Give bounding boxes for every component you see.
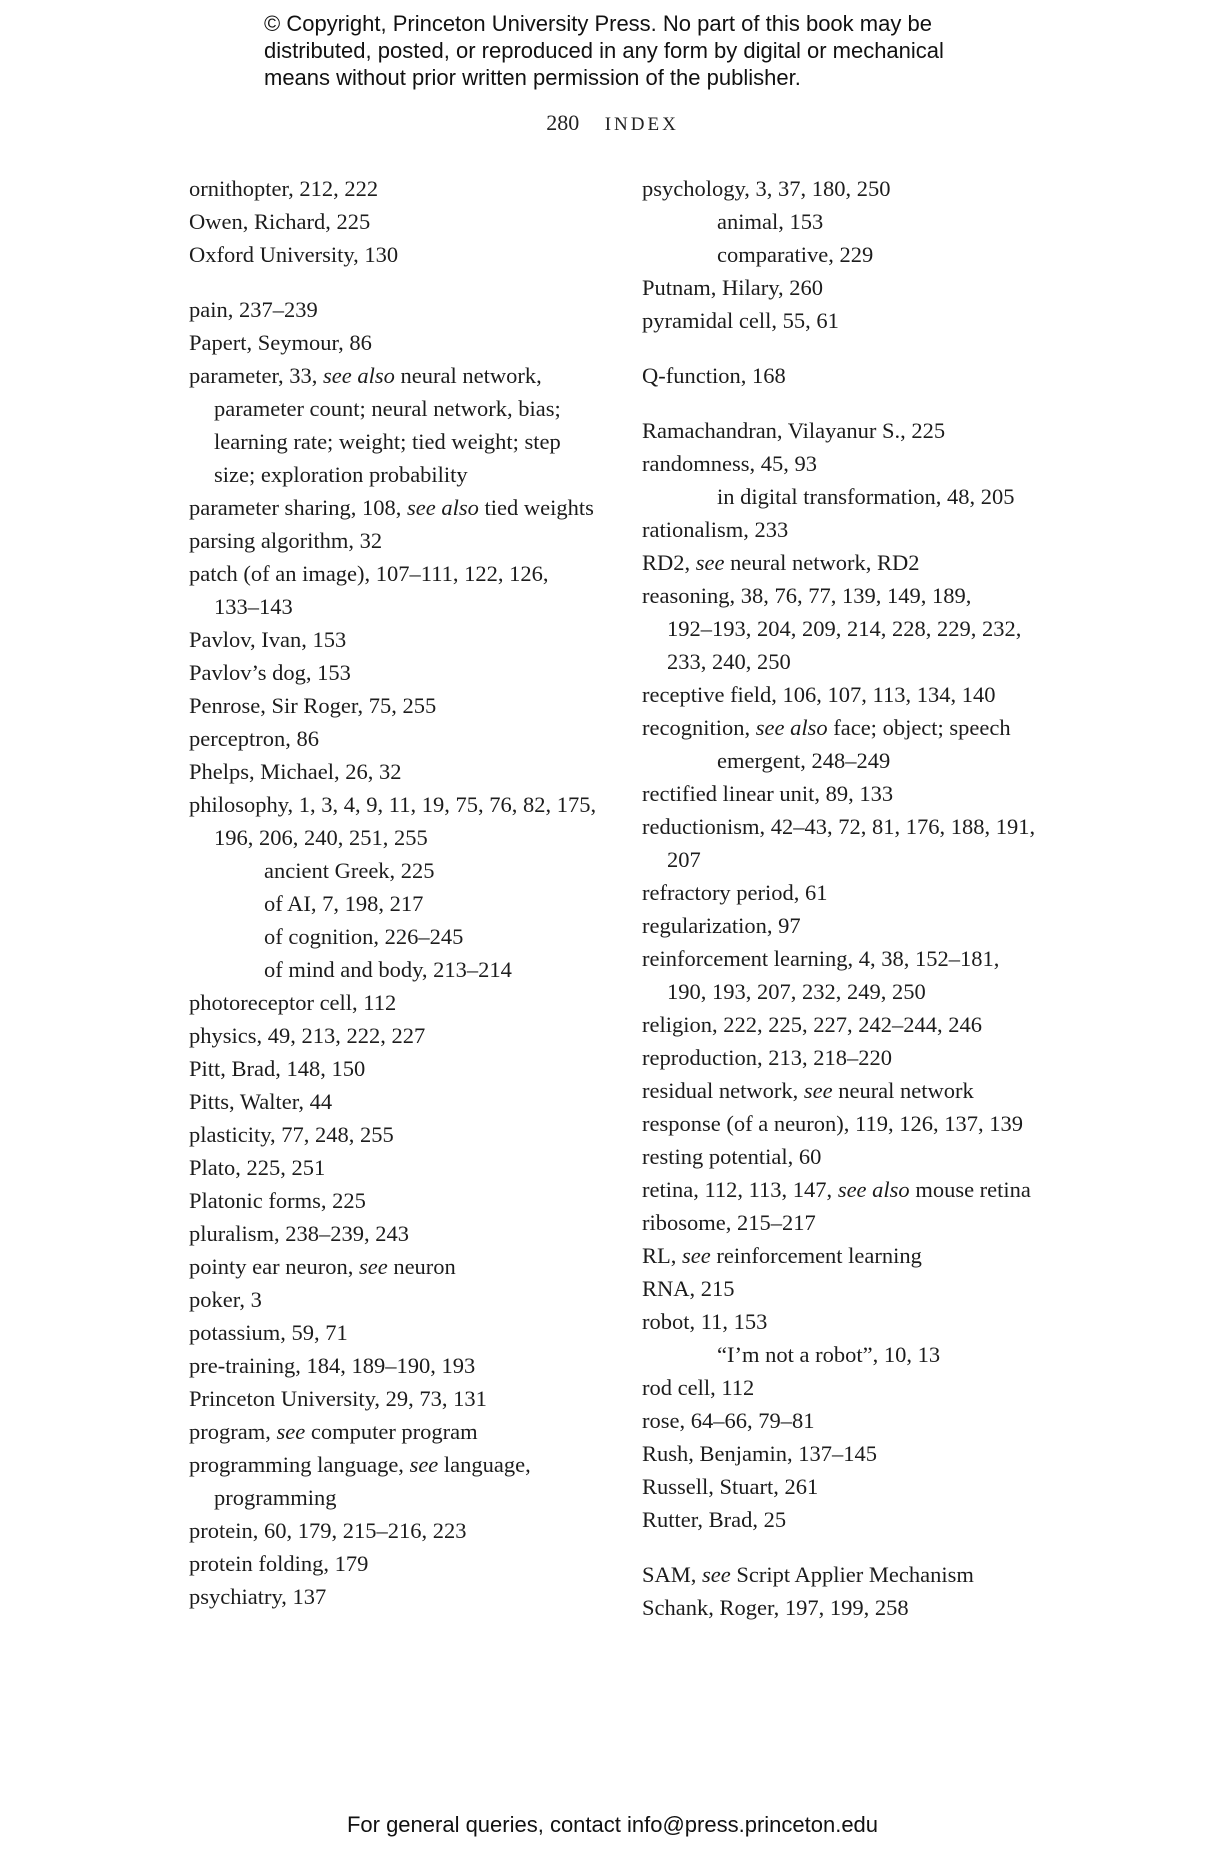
cross-reference-target: mouse retina (909, 1177, 1031, 1202)
index-entry (189, 491, 629, 524)
index-subentry: programming (214, 1485, 337, 1510)
entry-text: parameter sharing, 108, (189, 495, 408, 520)
cross-reference-marker: see (409, 1452, 439, 1477)
index-entry: patch (of an image), 107–111, 122, 126, (189, 561, 549, 586)
cross-reference-target: computer program (305, 1419, 478, 1444)
cross-reference-target: neural network (832, 1078, 974, 1103)
index-entry: plasticity, 77, 248, 255 (189, 1122, 394, 1147)
index-entry (642, 546, 1082, 579)
index-subentry: ancient Greek, 225 (264, 858, 435, 883)
index-subentry: of mind and body, 213–214 (264, 957, 512, 982)
cross-reference-marker: see (803, 1078, 833, 1103)
index-entry: refractory period, 61 (642, 880, 828, 905)
cross-reference-target: Script Applier Mechanism (730, 1562, 974, 1587)
entry-text: residual network, (642, 1078, 804, 1103)
index-entry: photoreceptor cell, 112 (189, 990, 397, 1015)
entry-text: SAM, (642, 1562, 703, 1587)
index-entry: psychiatry, 137 (189, 1584, 327, 1609)
index-entry: randomness, 45, 93 (642, 451, 817, 476)
index-entry: rationalism, 233 (642, 517, 789, 542)
index-entry: Penrose, Sir Roger, 75, 255 (189, 693, 437, 718)
copyright-line: means without prior written permission of the publisher. (264, 65, 801, 90)
index-entry: Q-function, 168 (642, 363, 786, 388)
cross-reference-marker: see also (837, 1177, 910, 1202)
index-entry (642, 1173, 1082, 1206)
cross-reference-marker: see (358, 1254, 388, 1279)
index-entry: reinforcement learning, 4, 38, 152–181, (642, 946, 1000, 971)
index-subentry: 233, 240, 250 (667, 649, 791, 674)
index-entry: protein folding, 179 (189, 1551, 369, 1576)
index-entry: pain, 237–239 (189, 297, 318, 322)
index-entry: reproduction, 213, 218–220 (642, 1045, 892, 1070)
index-entry (642, 1558, 1082, 1591)
index-entry: Rutter, Brad, 25 (642, 1507, 787, 1532)
entry-text: program, (189, 1419, 277, 1444)
index-entry (189, 1250, 629, 1283)
index-column-right (642, 172, 1082, 1624)
index-entry: pyramidal cell, 55, 61 (642, 308, 839, 333)
cross-reference-target: neural network, (394, 363, 542, 388)
index-entry: Ramachandran, Vilayanur S., 225 (642, 418, 946, 443)
index-entry: protein, 60, 179, 215–216, 223 (189, 1518, 467, 1543)
index-column-left (189, 172, 629, 1613)
cross-reference-marker: see (276, 1419, 306, 1444)
cross-reference-marker: see (702, 1562, 731, 1587)
index-entry: Phelps, Michael, 26, 32 (189, 759, 402, 784)
index-entry: reductionism, 42–43, 72, 81, 176, 188, 191, (642, 814, 1036, 839)
index-entry: robot, 11, 153 (642, 1309, 768, 1334)
index-subentry: learning rate; weight; tied weight; step (214, 429, 561, 454)
cross-reference-target: neuron (387, 1254, 456, 1279)
index-entry (642, 1074, 1082, 1107)
entry-text: RD2, (642, 550, 696, 575)
index-entry: religion, 222, 225, 227, 242–244, 246 (642, 1012, 982, 1037)
index-entry: psychology, 3, 37, 180, 250 (642, 176, 891, 201)
index-entry: physics, 49, 213, 222, 227 (189, 1023, 426, 1048)
index-entry: response (of a neuron), 119, 126, 137, 139 (642, 1111, 1023, 1136)
index-entry: Oxford University, 130 (189, 242, 399, 267)
copyright-line: distributed, posted, or reproduced in any form by digital or mechanical (264, 38, 944, 63)
index-entry: poker, 3 (189, 1287, 262, 1312)
index-entry: Pavlov’s dog, 153 (189, 660, 351, 685)
cross-reference-target: reinforcement learning (710, 1243, 922, 1268)
index-entry: ribosome, 215–217 (642, 1210, 816, 1235)
index-subentry: comparative, 229 (717, 242, 874, 267)
index-entry: rectified linear unit, 89, 133 (642, 781, 894, 806)
index-entry: Plato, 225, 251 (189, 1155, 326, 1180)
page-title: INDEX (604, 114, 679, 135)
index-entry: potassium, 59, 71 (189, 1320, 348, 1345)
index-entry: rod cell, 112 (642, 1375, 755, 1400)
entry-text: retina, 112, 113, 147, (642, 1177, 838, 1202)
index-entry: RNA, 215 (642, 1276, 735, 1301)
index-subentry: of cognition, 226–245 (264, 924, 464, 949)
entry-text: pointy ear neuron, (189, 1254, 359, 1279)
index-subentry: 190, 193, 207, 232, 249, 250 (667, 979, 926, 1004)
index-entry: pluralism, 238–239, 243 (189, 1221, 409, 1246)
index-entry: parsing algorithm, 32 (189, 528, 383, 553)
index-entry: Owen, Richard, 225 (189, 209, 371, 234)
index-entry: Pitts, Walter, 44 (189, 1089, 333, 1114)
index-subentry: size; exploration probability (214, 462, 468, 487)
index-entry: Princeton University, 29, 73, 131 (189, 1386, 487, 1411)
cross-reference-marker: see also (407, 495, 479, 520)
index-entry: Schank, Roger, 197, 199, 258 (642, 1595, 909, 1620)
copyright-line: © Copyright, Princeton University Press. No part of this book may be (264, 11, 932, 36)
index-entry (189, 1448, 629, 1481)
index-subentry: emergent, 248–249 (717, 748, 891, 773)
entry-text: parameter, 33, (189, 363, 324, 388)
index-entry: Russell, Stuart, 261 (642, 1474, 819, 1499)
index-entry: rose, 64–66, 79–81 (642, 1408, 815, 1433)
index-entry: Platonic forms, 225 (189, 1188, 366, 1213)
index-subentry: “I’m not a robot”, 10, 13 (717, 1342, 941, 1367)
cross-reference-target: language, (438, 1452, 531, 1477)
index-subentry: 133–143 (214, 594, 293, 619)
index-entry: Pitt, Brad, 148, 150 (189, 1056, 366, 1081)
index-entry: perceptron, 86 (189, 726, 319, 751)
cross-reference-marker: see (695, 550, 725, 575)
index-subentry: in digital transformation, 48, 205 (717, 484, 1015, 509)
index-entry: philosophy, 1, 3, 4, 9, 11, 19, 75, 76, 82, 175, (189, 792, 597, 817)
index-entry (189, 359, 629, 392)
index-subentry: animal, 153 (717, 209, 824, 234)
index-entry (642, 1239, 1082, 1272)
entry-text: recognition, (642, 715, 756, 740)
index-entry: pre-training, 184, 189–190, 193 (189, 1353, 476, 1378)
index-entry: receptive field, 106, 107, 113, 134, 140 (642, 682, 996, 707)
cross-reference-target: tied weights (478, 495, 594, 520)
cross-reference-marker: see also (323, 363, 395, 388)
index-subentry: 207 (667, 847, 701, 872)
index-entry: Papert, Seymour, 86 (189, 330, 372, 355)
index-entry: Rush, Benjamin, 137–145 (642, 1441, 877, 1466)
cross-reference-marker: see also (755, 715, 828, 740)
copyright-notice (264, 10, 1024, 91)
index-entry: regularization, 97 (642, 913, 801, 938)
footer-contact: For general queries, contact info@press.princeton.edu (346, 1812, 879, 1837)
index-entry: resting potential, 60 (642, 1144, 822, 1169)
cross-reference-marker: see (682, 1243, 711, 1268)
index-subentry: 196, 206, 240, 251, 255 (214, 825, 428, 850)
index-entry: Pavlov, Ivan, 153 (189, 627, 347, 652)
index-subentry: parameter count; neural network, bias; (214, 396, 561, 421)
index-entry (642, 711, 1082, 744)
running-head (0, 110, 1225, 136)
entry-text: programming language, (189, 1452, 410, 1477)
index-entry (189, 1415, 629, 1448)
cross-reference-target: face; object; speech (827, 715, 1011, 740)
index-entry: Putnam, Hilary, 260 (642, 275, 824, 300)
index-subentry: of AI, 7, 198, 217 (264, 891, 424, 916)
index-entry: ornithopter, 212, 222 (189, 176, 379, 201)
cross-reference-target: neural network, RD2 (724, 550, 920, 575)
page-number: 280 (546, 110, 580, 135)
index-subentry: 192–193, 204, 209, 214, 228, 229, 232, (667, 616, 1022, 641)
entry-text: RL, (642, 1243, 683, 1268)
index-entry: reasoning, 38, 76, 77, 139, 149, 189, (642, 583, 972, 608)
